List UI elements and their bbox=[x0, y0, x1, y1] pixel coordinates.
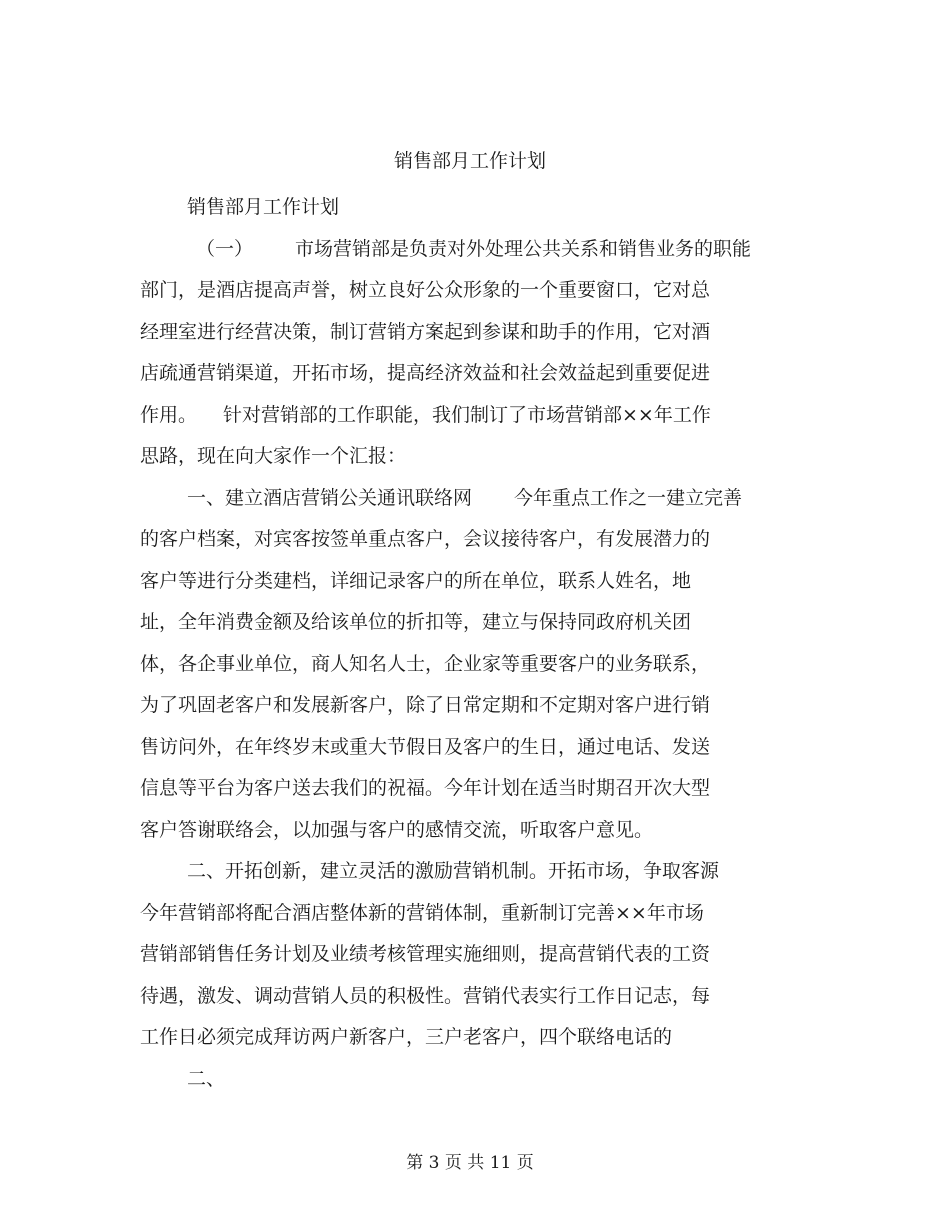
paragraph-line: 址，全年消费金额及给该单位的折扣等，建立与保持同政府机关团 bbox=[140, 611, 692, 633]
paragraph-line: 的客户档案，对宾客按签单重点客户，会议接待客户，有发展潜力的 bbox=[140, 528, 711, 550]
paragraph-text: 针对营销部的工作职能，我们制订了市场营销部××年工作 bbox=[223, 403, 711, 426]
document-body bbox=[140, 187, 780, 1100]
paragraph-line: 店疏通营销渠道，开拓市场，提高经济效益和社会效益起到重要促进 bbox=[140, 362, 711, 384]
document-subtitle: 销售部月工作计划 bbox=[187, 196, 340, 218]
paragraph-line: 客户答谢联络会，以加强与客户的感情交流，听取客户意见。 bbox=[140, 818, 654, 841]
paragraph-line bbox=[140, 478, 780, 520]
paragraph-line bbox=[140, 229, 780, 271]
section-heading: 二、 bbox=[187, 1067, 226, 1090]
section-marker: （一） bbox=[196, 237, 254, 260]
paragraph-text: 市场营销部是负责对外处理公共关系和销售业务的职能 bbox=[295, 237, 752, 260]
paragraph-line: 售访问外，在年终岁末或重大节假日及客户的生日，通过电话、发送 bbox=[140, 735, 711, 758]
paragraph-text: 今年重点工作之一建立完善 bbox=[514, 486, 743, 509]
paragraph-line: 工作日必须完成拜访两户新客户，三户老客户，四个联络电话的 bbox=[140, 1026, 673, 1048]
page-number-footer: 第 3 页 共 11 页 bbox=[406, 1153, 534, 1173]
paragraph-line: 营销部销售任务计划及业绩考核管理实施细则，提高营销代表的工资 bbox=[140, 943, 711, 965]
paragraph-line: 今年营销部将配合酒店整体新的营销体制，重新制订完善××年市场 bbox=[140, 901, 704, 924]
paragraph-line: 经理室进行经营决策，制订营销方案起到参谋和助手的作用，它对酒 bbox=[140, 320, 711, 343]
paragraph-text: 作用。 bbox=[140, 403, 198, 426]
paragraph-line: 思路，现在向大家作一个汇报： bbox=[140, 445, 407, 467]
paragraph-line: 待遇，激发、调动营销人员的积极性。营销代表实行工作日记志，每 bbox=[140, 984, 711, 1007]
paragraph-line: 信息等平台为客户送去我们的祝福。今年计划在适当时期召开次大型 bbox=[140, 777, 711, 799]
section-heading: 一、建立酒店营销公关通讯联络网 bbox=[187, 486, 473, 509]
paragraph-line: 体，各企事业单位，商人知名人士，企业家等重要客户的业务联系， bbox=[140, 652, 711, 675]
document-title: 销售部月工作计划 bbox=[393, 150, 546, 172]
paragraph-line: 客户等进行分类建档，详细记录客户的所在单位，联系人姓名，地 bbox=[140, 569, 692, 592]
paragraph-line: 为了巩固老客户和发展新客户，除了日常定期和不定期对客户进行销 bbox=[140, 694, 711, 716]
paragraph-line: 二、开拓创新，建立灵活的激励营销机制。开拓市场，争取客源 bbox=[187, 860, 720, 882]
paragraph-line: 部门，是酒店提高声誉，树立良好公众形象的一个重要窗口，它对总 bbox=[140, 279, 711, 301]
paragraph-line bbox=[140, 395, 780, 437]
